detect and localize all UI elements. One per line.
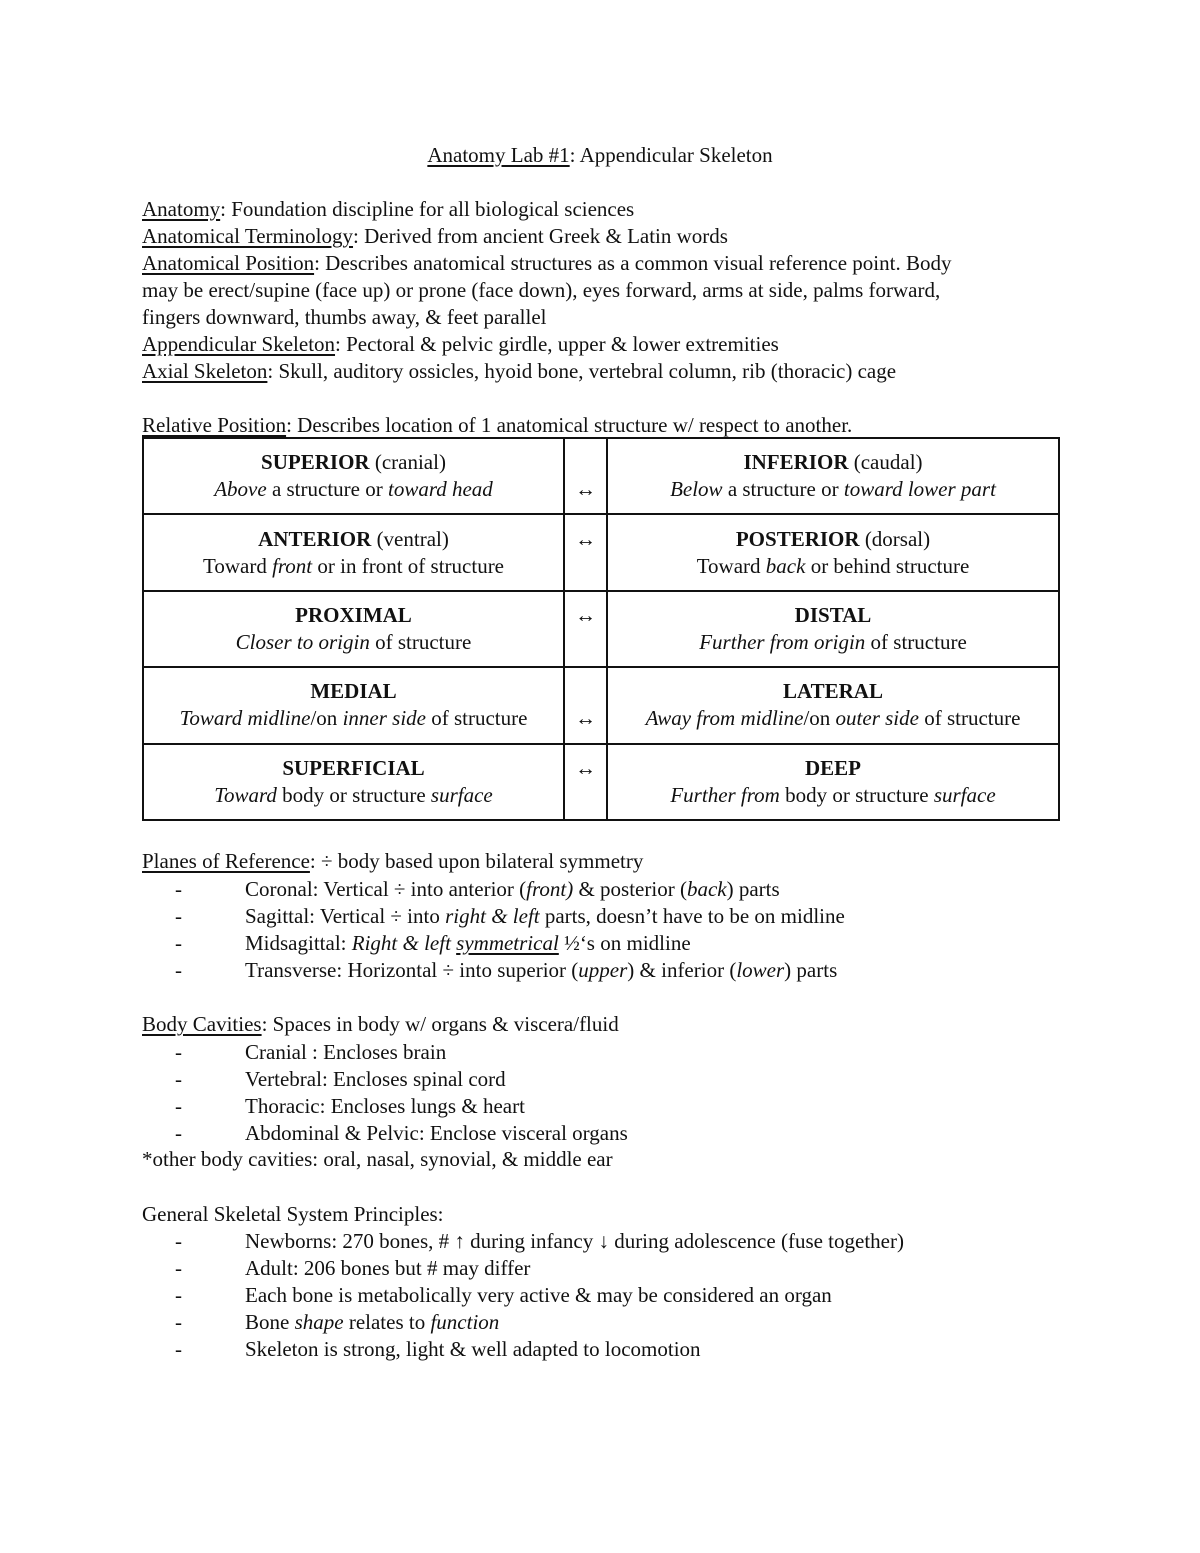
planes-heading: [142, 848, 643, 875]
right-description-part: Further from: [670, 782, 780, 807]
arrow-cell: [564, 514, 607, 590]
definition-line: [142, 358, 896, 385]
right-term: DISTAL: [794, 602, 872, 627]
left-description-part: Toward: [202, 553, 273, 578]
text-segment: ½‘s on midline: [558, 931, 691, 955]
planes-term: Planes of Reference: [142, 849, 310, 873]
text-segment: parts, doesn’t have to be on midline: [539, 904, 845, 928]
list-item-text: [210, 903, 845, 930]
planes-text: : ÷ body based upon bilateral symmetry: [309, 849, 644, 873]
left-description: [144, 782, 563, 809]
cavities-note: *other body cavities: oral, nasal, synovial, & middle ear: [142, 1147, 613, 1171]
right-description-part: back: [765, 553, 806, 578]
right-heading: [608, 449, 1058, 476]
term-cell-left: [143, 591, 564, 667]
arrow-slot-bottom: ↔: [575, 477, 596, 502]
right-heading: [608, 678, 1058, 705]
right-heading: [608, 526, 1058, 553]
definition-text: may be erect/supine (face up) or prone (face down), eyes forward, arms at side, palms forward,: [142, 278, 941, 302]
text-segment: Newborns: 270 bones, # ↑ during infancy ↓ during adolescence (fuse together): [245, 1229, 904, 1253]
right-term: POSTERIOR: [735, 526, 860, 551]
relative-position-table: [142, 437, 1060, 821]
text-segment: Sagittal: Vertical ÷ into: [245, 904, 446, 928]
right-description-part: Away from midline: [645, 706, 804, 731]
text-segment: Bone: [245, 1310, 295, 1334]
list-item-text: [210, 1309, 499, 1336]
text-italic: function: [430, 1310, 500, 1334]
left-description-part: Above: [214, 477, 267, 502]
table-row: [143, 667, 1059, 743]
definition-term: Anatomy: [142, 197, 221, 221]
left-description: [144, 629, 563, 656]
bullet-dash: -: [175, 1121, 182, 1145]
right-description-part: /on: [803, 706, 836, 731]
text-segment: Coronal: Vertical ÷ into anterior (: [245, 877, 527, 901]
definition-term: Anatomical Position: [142, 251, 315, 275]
right-description-part: Further from origin: [699, 629, 866, 654]
left-term: PROXIMAL: [295, 602, 412, 627]
arrow-slot-top: [565, 678, 606, 705]
relative-position-line: [142, 412, 852, 439]
arrow-slot-bottom: [565, 629, 606, 656]
list-item-text: [210, 1255, 530, 1282]
right-term: INFERIOR: [743, 450, 849, 475]
left-heading: [144, 602, 563, 629]
cavities-text: : Spaces in body w/ organs & viscera/fluid: [261, 1012, 619, 1036]
definition-text: fingers downward, thumbs away, & feet parallel: [142, 305, 547, 329]
left-description-part: body or structure: [276, 782, 431, 807]
text-segment: Midsagittal:: [245, 931, 352, 955]
arrow-slot-top: ↔: [575, 602, 596, 627]
right-description: [608, 705, 1058, 732]
text-italic: back: [686, 877, 727, 901]
cavities-term: Body Cavities: [142, 1012, 262, 1036]
left-term: MEDIAL: [310, 679, 397, 704]
list-item-text: [210, 1336, 701, 1363]
arrow-slot-bottom: [565, 782, 606, 809]
list-item-text: [210, 1228, 904, 1255]
right-description: [608, 476, 1058, 503]
definition-text: : Describes anatomical structures as a common visual reference point. Body: [314, 251, 952, 275]
left-description-part: of structure: [425, 706, 528, 731]
arrow-cell: [564, 438, 607, 514]
table-row: [143, 591, 1059, 667]
term-cell-right: [607, 667, 1059, 743]
text-segment: Adult: 206 bones but # may differ: [245, 1256, 531, 1280]
right-description-part: outer side: [835, 706, 919, 731]
definition-line: [142, 331, 779, 358]
left-term: ANTERIOR: [258, 526, 372, 551]
list-item: [142, 1309, 499, 1336]
text-segment: ) parts: [726, 877, 780, 901]
arrow-slot-top: ↔: [575, 526, 596, 551]
term-cell-right: [607, 438, 1059, 514]
definition-text: : Derived from ancient Greek & Latin words: [353, 224, 728, 248]
left-description: [144, 705, 563, 732]
definition-term: Anatomical Terminology: [142, 224, 354, 248]
bullet-dash: -: [175, 1229, 182, 1253]
list-item: [142, 930, 691, 957]
left-description-part: of structure: [369, 629, 472, 654]
text-segment: relates to: [343, 1310, 431, 1334]
page-title: [0, 142, 1200, 169]
term-cell-right: [607, 591, 1059, 667]
bullet-dash: -: [175, 904, 182, 928]
list-item-text: Cranial : Encloses brain: [245, 1040, 447, 1064]
bullet-dash: -: [175, 1310, 182, 1334]
term-cell-left: [143, 438, 564, 514]
arrow-cell: [564, 591, 607, 667]
list-item: [142, 1039, 446, 1066]
list-item-text: [210, 876, 780, 903]
definition-term: Axial Skeleton: [142, 359, 268, 383]
title-rest: : Appendicular Skeleton: [569, 143, 773, 167]
term-cell-right: [607, 514, 1059, 590]
text-segment: Transverse: Horizontal ÷ into superior (: [245, 958, 579, 982]
list-item-text: [210, 957, 837, 984]
left-description: [144, 476, 563, 503]
list-item-text: Vertebral: Encloses spinal cord: [245, 1067, 506, 1091]
left-synonym: (ventral): [371, 526, 449, 551]
text-italic: Right & left: [351, 931, 457, 955]
right-term: DEEP: [804, 755, 861, 780]
text-italic: front): [526, 877, 574, 901]
arrow-slot-top: ↔: [575, 755, 596, 780]
left-description: [144, 553, 563, 580]
left-description-part: front: [272, 553, 313, 578]
left-description-part: surface: [430, 782, 493, 807]
skeletal-heading: General Skeletal System Principles:: [142, 1202, 444, 1226]
bullet-dash: -: [175, 958, 182, 982]
definition-line: [142, 277, 940, 304]
list-item: [142, 1228, 904, 1255]
term-cell-left: [143, 744, 564, 820]
title-underlined: Anatomy Lab #1: [427, 143, 570, 167]
right-description-part: body or structure: [779, 782, 934, 807]
text-italic: right & left: [445, 904, 540, 928]
list-item-text: Thoracic: Encloses lungs & heart: [245, 1094, 525, 1118]
left-description-part: Toward midline: [179, 706, 311, 731]
bullet-dash: -: [175, 1040, 182, 1064]
text-segment: Skeleton is strong, light & well adapted to locomotion: [245, 1337, 701, 1361]
list-item: [142, 903, 845, 930]
text-italic: lower: [736, 958, 785, 982]
text-segment: ) parts: [784, 958, 838, 982]
bullet-dash: -: [175, 931, 182, 955]
bullet-dash: -: [175, 1067, 182, 1091]
list-item: [142, 1066, 506, 1093]
left-description-part: Closer to origin: [235, 629, 370, 654]
definition-text: : Foundation discipline for all biological sciences: [220, 197, 635, 221]
definition-term: Appendicular Skeleton: [142, 332, 336, 356]
arrow-slot-bottom: [565, 553, 606, 580]
definition-line: [142, 223, 728, 250]
bullet-dash: -: [175, 1283, 182, 1307]
bullet-dash: -: [175, 1256, 182, 1280]
list-item: [142, 876, 780, 903]
right-description-part: of structure: [918, 706, 1021, 731]
list-item-text: [210, 930, 691, 957]
list-item-text: [210, 1282, 832, 1309]
right-description-part: surface: [933, 782, 996, 807]
left-heading: [144, 449, 563, 476]
right-description-part: Below: [670, 477, 723, 502]
right-description: [608, 782, 1058, 809]
arrow-cell: [564, 667, 607, 743]
left-description-part: Toward: [214, 782, 277, 807]
right-description-part: toward lower part: [843, 477, 996, 502]
right-description: [608, 629, 1058, 656]
relative-position-term: Relative Position: [142, 413, 287, 437]
text-italic-underlined: symmetrical: [456, 931, 559, 955]
term-cell-left: [143, 667, 564, 743]
list-item: [142, 957, 837, 984]
left-description-part: /on: [310, 706, 343, 731]
list-item: [142, 1093, 525, 1120]
term-cell-left: [143, 514, 564, 590]
right-description-part: Toward: [696, 553, 766, 578]
arrow-cell: [564, 744, 607, 820]
text-segment: ) & inferior (: [627, 958, 737, 982]
left-synonym: (cranial): [369, 450, 446, 475]
list-item-text: Abdominal & Pelvic: Enclose visceral organs: [245, 1121, 628, 1145]
arrow-slot-bottom: ↔: [575, 706, 596, 731]
text-italic: shape: [294, 1310, 344, 1334]
right-heading: [608, 602, 1058, 629]
text-italic: upper: [578, 958, 628, 982]
right-description-part: of structure: [865, 629, 967, 654]
text-segment: Each bone is metabolically very active & may be considered an organ: [245, 1283, 832, 1307]
left-heading: [144, 526, 563, 553]
term-cell-right: [607, 744, 1059, 820]
right-synonym: (caudal): [848, 450, 923, 475]
definition-line: [142, 196, 634, 223]
table-row: [143, 514, 1059, 590]
definition-line: [142, 250, 951, 277]
text-segment: & posterior (: [573, 877, 687, 901]
left-heading: [144, 755, 563, 782]
cavities-heading: [142, 1011, 619, 1038]
relative-position-text: : Describes location of 1 anatomical structure w/ respect to another.: [286, 413, 853, 437]
right-description-part: a structure or: [722, 477, 844, 502]
left-description-part: toward head: [387, 477, 493, 502]
left-heading: [144, 678, 563, 705]
right-term: LATERAL: [783, 679, 883, 704]
right-description: [608, 553, 1058, 580]
left-description-part: or in front of structure: [312, 553, 505, 578]
arrow-slot-top: [565, 449, 606, 476]
definition-text: : Pectoral & pelvic girdle, upper & lower extremities: [335, 332, 779, 356]
bullet-dash: -: [175, 1094, 182, 1118]
left-term: SUPERIOR: [261, 450, 370, 475]
left-description-part: inner side: [342, 706, 426, 731]
bullet-dash: -: [175, 1337, 182, 1361]
definition-text: : Skull, auditory ossicles, hyoid bone, vertebral column, rib (thoracic) cage: [267, 359, 897, 383]
list-item: [142, 1336, 701, 1363]
definition-line: [142, 304, 547, 331]
bullet-dash: -: [175, 877, 182, 901]
left-description-part: a structure or: [266, 477, 388, 502]
right-heading: [608, 755, 1058, 782]
list-item: [142, 1282, 832, 1309]
right-synonym: (dorsal): [859, 526, 931, 551]
left-term: SUPERFICIAL: [282, 755, 425, 780]
table-row: [143, 438, 1059, 514]
list-item: [142, 1255, 530, 1282]
table-row: [143, 744, 1059, 820]
right-description-part: or behind structure: [805, 553, 970, 578]
list-item: [142, 1120, 628, 1147]
